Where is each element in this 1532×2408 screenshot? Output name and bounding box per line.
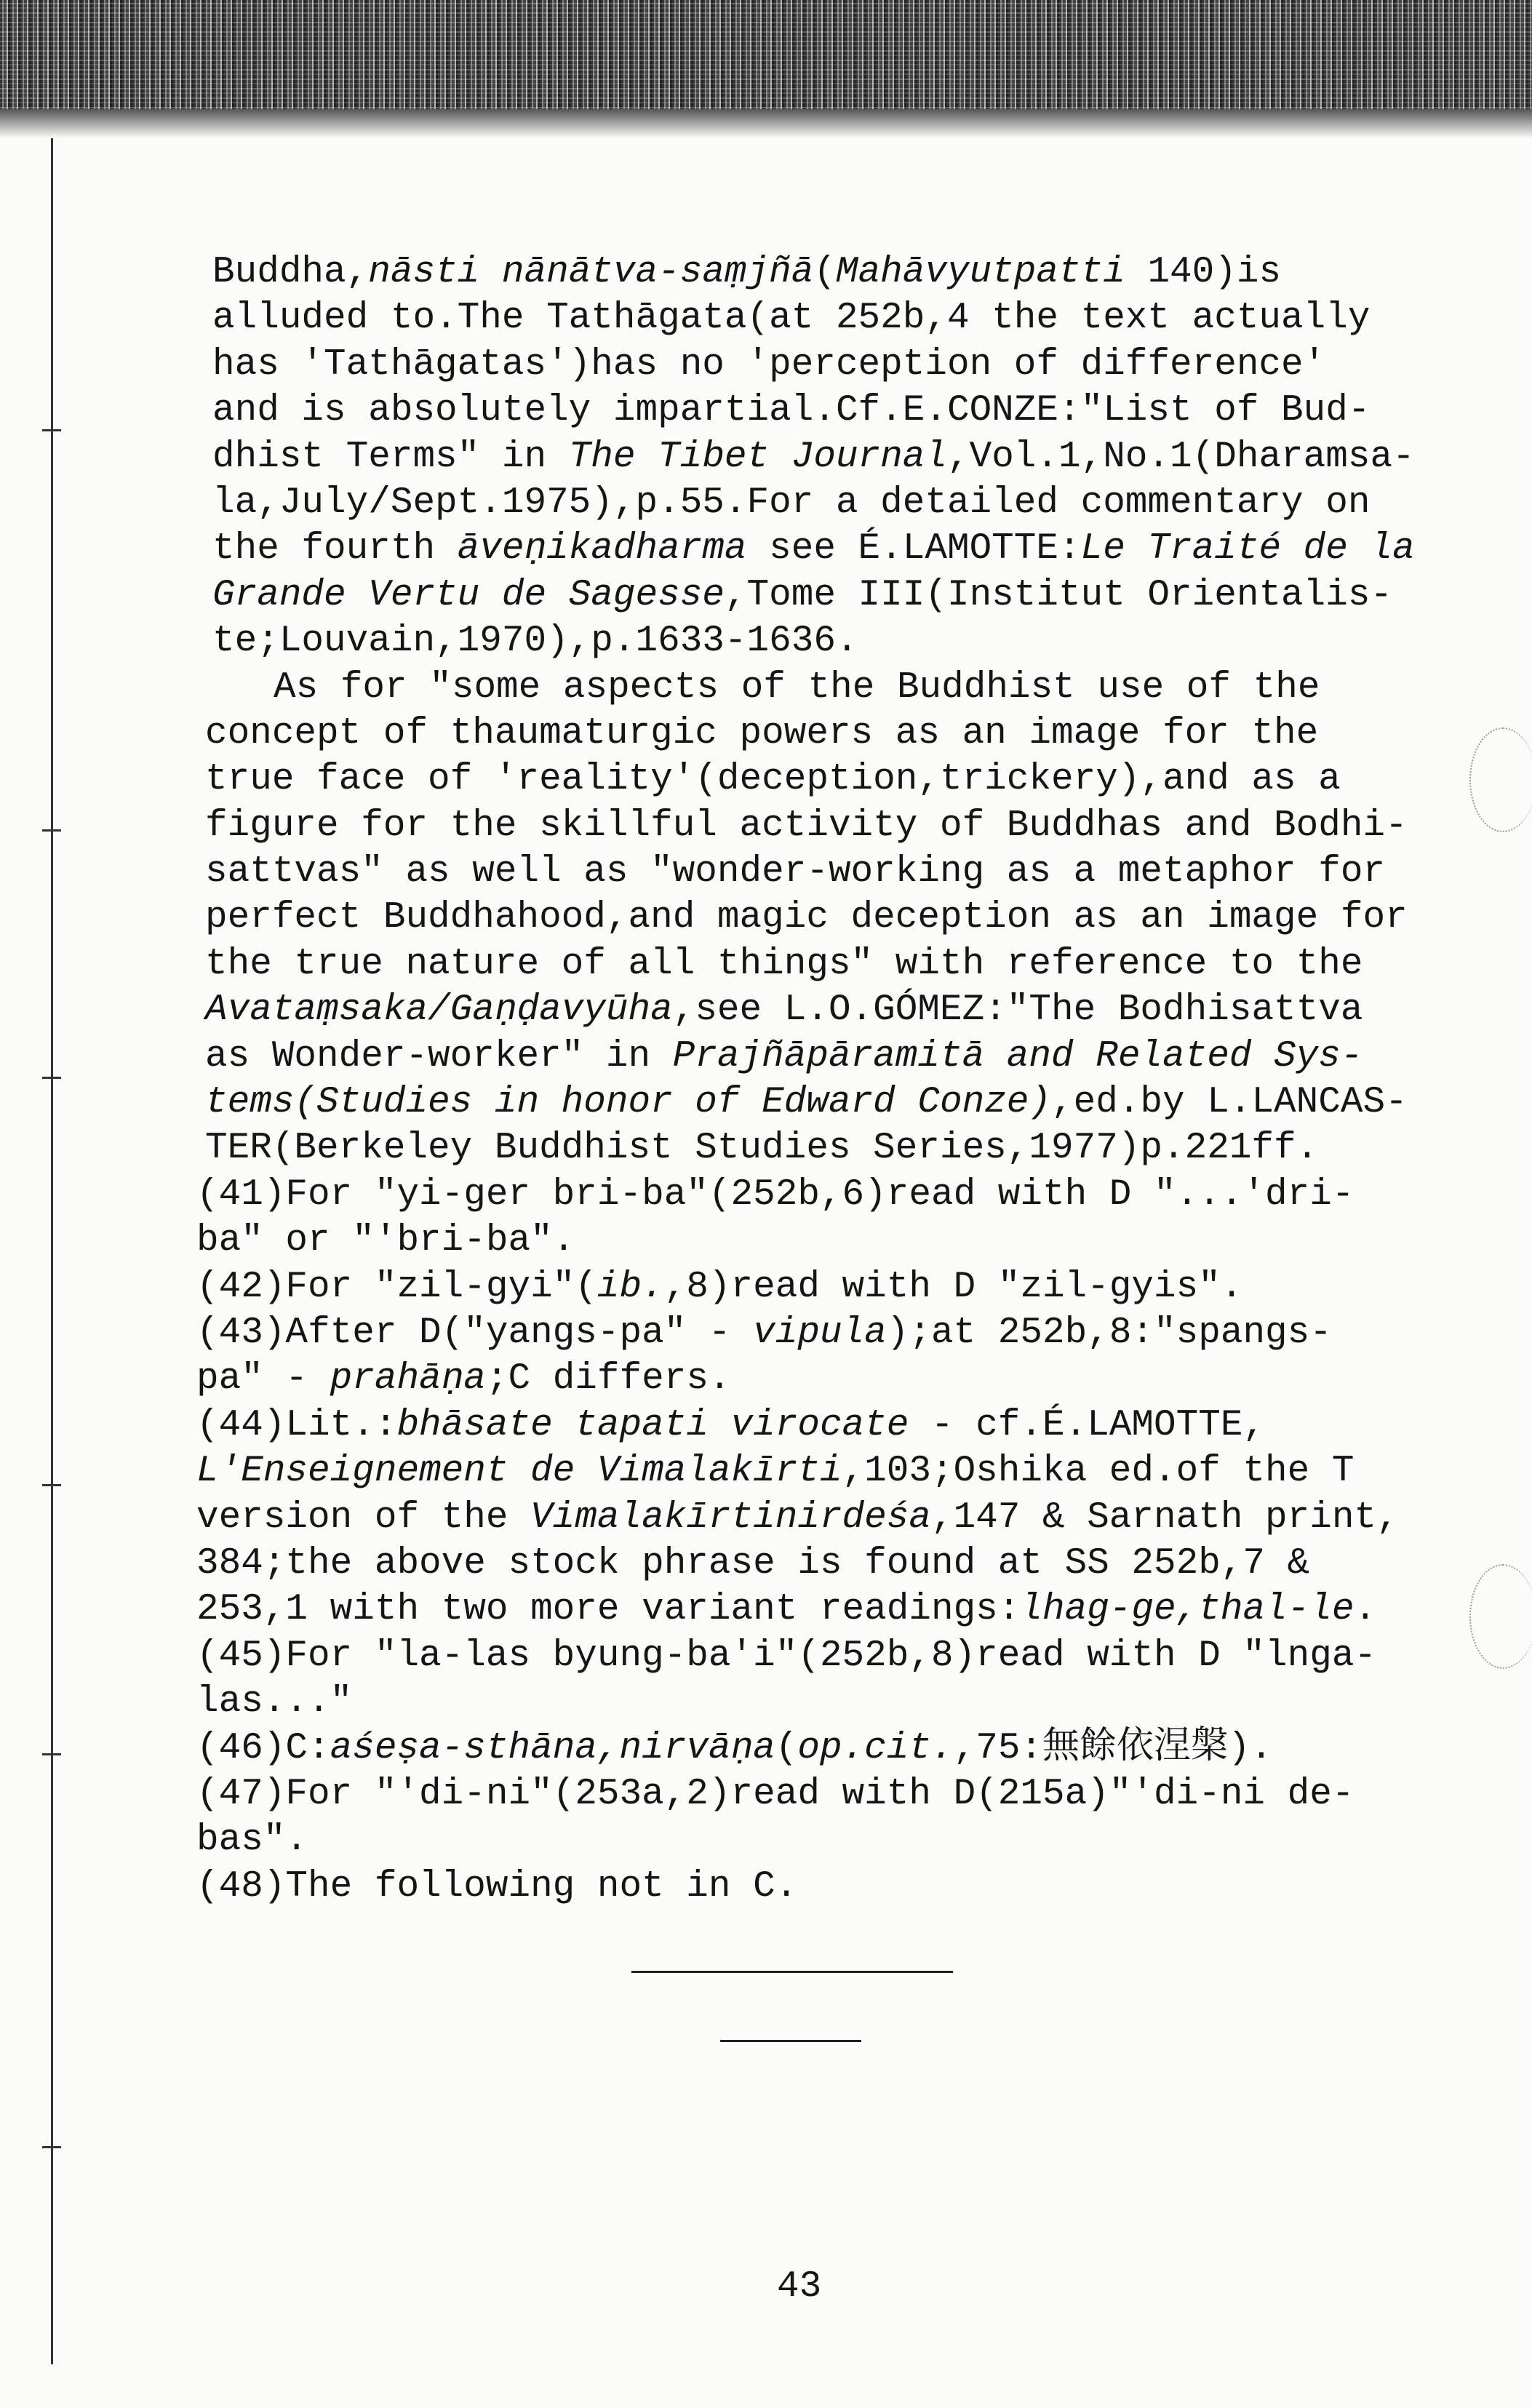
italic-segment: op.cit. [797,1727,954,1769]
text-line [205,849,1532,895]
text-segment: alluded to.The Tathāgata(at 252b,4 the text actually [212,298,1371,340]
text-segment: la,July/Sept.1975),p.55.For a detailed commentary on [212,482,1371,524]
italic-segment: Prajñāpāramitā and Related Sys- [672,1035,1363,1077]
text-segment: );at 252b,8:"spangs- [886,1312,1332,1354]
text-line [212,618,1532,664]
text-line [196,1679,1532,1725]
text-segment: . [1354,1589,1377,1631]
text-segment: has 'Tathāgatas')has no 'perception of difference' [212,343,1326,386]
text-segment: ,75:無餘依涅槃). [953,1727,1273,1769]
text-line [205,941,1532,987]
text-segment: ,ed.by L.LANCAS- [1051,1082,1408,1124]
scan-edge-shadow [0,109,1532,138]
footnote-text-body [0,250,1532,1910]
text-segment: true face of 'reality'(deception,trickery),and as a [205,759,1341,801]
text-segment: figure for the skillful activity of Buddhas and Bodhi- [205,805,1408,847]
text-segment: as Wonder-worker" in [205,1035,673,1077]
text-segment: (41)For "yi-ger bri-ba"(252b,6)read with D "...'dri- [196,1173,1355,1216]
text-line [196,1403,1532,1448]
text-line [196,1864,1532,1910]
text-segment: ( [775,1727,798,1769]
scan-noise-band [0,0,1532,127]
text-line [212,342,1532,388]
text-segment: (43)After D("yangs-pa" - [196,1312,754,1354]
text-line [196,1264,1532,1310]
text-line [196,1448,1532,1494]
text-segment: ,147 & Sarnath print, [930,1496,1399,1539]
margin-tick [42,2146,61,2148]
text-segment: pa" - [196,1358,330,1400]
text-line [196,1541,1532,1587]
italic-segment: Vimalakīrtinirdeśa [530,1496,931,1539]
italic-segment: aśeṣa-sthāna,nirvāṇa [330,1727,775,1769]
text-segment: 384;the above stock phrase is found at SS 252b,7 & [196,1542,1310,1584]
text-line [212,250,1532,295]
italic-segment: nāsti nānātva-saṃjñā [368,252,814,293]
text-line [205,1080,1532,1125]
italic-segment: āveṇikadharma [457,528,747,570]
text-segment: ,Tome III(Institut Orientalis- [724,574,1393,616]
text-line [212,434,1532,480]
text-segment: te;Louvain,1970),p.1633-1636. [212,621,858,663]
italic-segment: Grande Vertu de Sagesse [212,574,725,616]
text-segment: see É.LAMOTTE: [746,528,1081,570]
text-line [196,1310,1532,1356]
text-line [196,1495,1532,1541]
text-segment: dhist Terms" in [212,436,569,478]
italic-segment: lhag-ge,thal-le [1020,1589,1355,1631]
text-line [212,388,1532,434]
italic-segment: Avataṃsaka/Gaṇḍavyūha [205,989,673,1032]
text-segment: - cf.É.LAMOTTE, [909,1404,1266,1446]
text-segment: ,Vol.1,No.1(Dharamsa- [946,436,1415,478]
text-segment: bas". [196,1819,308,1862]
text-segment: 253,1 with two more variant readings: [196,1589,1021,1631]
text-line [205,757,1532,802]
text-line [212,480,1532,526]
text-segment: (42)For "zil-gyi"( [196,1266,597,1308]
text-line [196,1587,1532,1632]
text-segment: and is absolutely impartial.Cf.E.CONZE:"List of Bud- [212,390,1371,432]
text-segment: las..." [196,1681,353,1723]
text-segment: concept of thaumaturgic powers as an image for the [205,712,1319,754]
text-line [196,1726,1532,1771]
text-line [212,573,1532,618]
italic-segment: prahāṇa [330,1358,486,1400]
text-line [205,987,1532,1033]
text-segment: (47)For "'di-ni"(253a,2)read with D(215a)"'di-ni de- [196,1773,1355,1815]
text-line [212,526,1532,572]
text-line [274,665,1532,711]
text-segment: ba" or "'bri-ba". [196,1220,575,1262]
text-segment: ( [813,252,836,293]
italic-segment: Mahāvyutpatti [835,252,1125,293]
text-segment: As for "some aspects of the Buddhist use of the [274,666,1320,709]
text-line [196,1633,1532,1679]
text-segment: perfect Buddhahood,and magic deception as an image for [205,897,1408,939]
text-segment: ,103;Oshika ed.of the T [842,1451,1355,1493]
text-segment: ;C differs. [485,1358,731,1400]
text-segment: the fourth [212,528,458,570]
text-segment: ,see L.O.GÓMEZ:"The Bodhisattva [672,989,1363,1032]
text-line [205,1125,1532,1171]
text-line [196,1771,1532,1817]
text-line [205,803,1532,849]
page-number: 43 [777,2266,822,2308]
text-line [205,1034,1532,1080]
text-segment: (44)Lit.: [196,1404,397,1446]
italic-segment: tems(Studies in honor of Edward Conze) [205,1082,1051,1124]
italic-segment: vipula [753,1312,887,1354]
text-line [212,295,1532,341]
italic-segment: Le Traité de la [1080,528,1415,570]
text-line [196,1218,1532,1264]
text-line [196,1172,1532,1218]
text-segment: TER(Berkeley Buddhist Studies Series,1977)p.221ff. [205,1128,1319,1170]
section-rule-short [720,2040,861,2042]
text-segment: sattvas" as well as "wonder-working as a metaphor for [205,851,1386,893]
italic-segment: ib. [597,1266,664,1308]
text-segment: ,8)read with D "zil-gyis". [663,1266,1243,1308]
italic-segment: bhāsate tapati virocate [396,1404,909,1446]
text-segment: (46)C: [196,1727,330,1769]
text-line [205,895,1532,941]
text-segment: the true nature of all things" with reference to the [205,943,1363,985]
text-line [205,711,1532,757]
text-segment: version of the [196,1496,531,1539]
text-segment: Buddha, [212,252,369,293]
text-segment: (48)The following not in C. [196,1865,798,1907]
italic-segment: The Tibet Journal [568,436,947,478]
text-line [196,1817,1532,1863]
text-line [196,1356,1532,1402]
italic-segment: L'Enseignement de Vimalakīrti [196,1451,842,1493]
section-rule [631,1971,953,1973]
text-segment: (45)For "la-las byung-ba'i"(252b,8)read with D "lnga- [196,1635,1377,1677]
text-segment: 140)is [1125,252,1282,293]
